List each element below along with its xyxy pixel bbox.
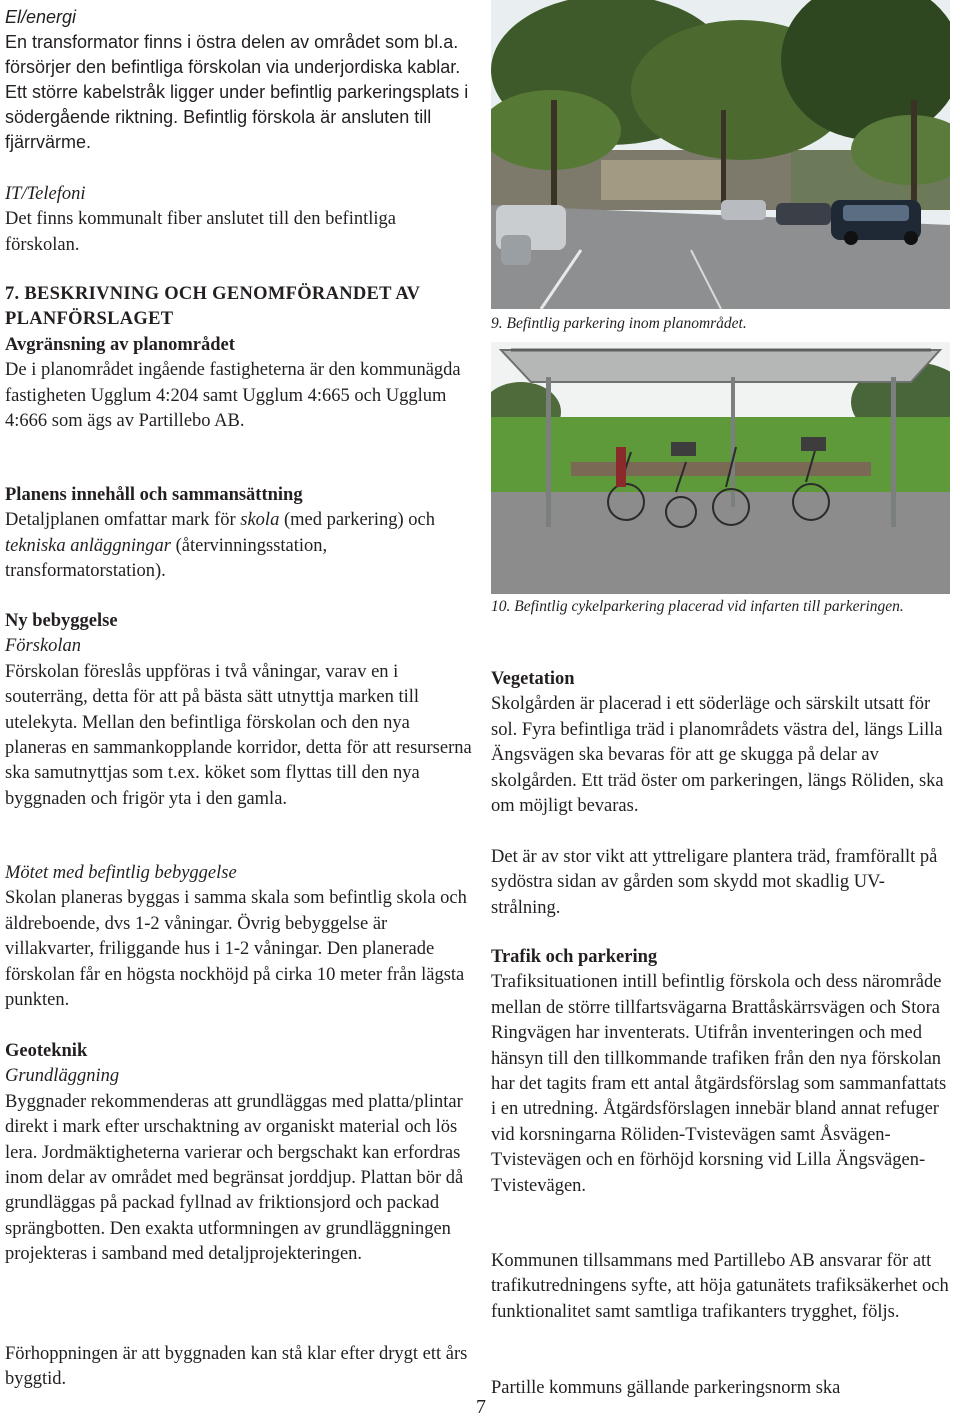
plan-text-tekniska: tekniska anläggningar <box>5 535 171 556</box>
plan-text-part-1: Detaljplanen omfattar mark för <box>5 510 241 531</box>
ny-bebyggelse-section <box>5 609 475 812</box>
el-energi-section <box>5 5 475 155</box>
caption-10: 10. Befintlig cykelparkering placerad vid infarten till parkeringen. <box>491 598 904 615</box>
plan-text-part-2: (med parkering) och <box>279 510 435 531</box>
parking-photo-image <box>491 0 950 309</box>
avgransning-heading: Avgränsning av planområdet <box>5 334 235 355</box>
grundlaggning-subheading: Grundläggning <box>5 1066 120 1087</box>
parking-photo <box>491 0 950 309</box>
avgransning-text: De i planområdet ingående fastigheterna är den kommunägda fastigheten Ugglum 4:204 samt Ugglum 4:665 och Ugglum 4:666 som ägs av Partillebo AB. <box>5 360 461 432</box>
page-number: 7 <box>476 1396 486 1418</box>
trafik-text: Trafiksituationen intill befintlig förskola och dess närområde mellan de större tillfartsvägarna Brattåskärrsvägen och Stora Ringvägen har inventerats. Utifrån inventeringen och med hänsyn till den tillkommande trafiken från den nya förskolan har det tagits fram ett antal åtgärdsförslag som sammanfattats i en utredning. Åtgärdsförslagen innebär bland annat refuger vid korsningarna Röliden-Tvistevägen samt Åsvägen-Tvistevägen och en förhöjd korsning vid Lilla Ängsvägen-Tvistevägen. <box>491 972 947 1196</box>
ny-bebyggelse-heading: Ny bebyggelse <box>5 611 118 631</box>
kommun-text: Kommunen tillsammans med Partillebo AB ansvarar för att trafikutredningens syfte, att höja gatunätets trafiksäkerhet och funktionalitet samt samtliga trafikanters trygghet, följs. <box>491 1251 949 1322</box>
bike-shelter-image <box>491 342 950 594</box>
forhoppning-paragraph <box>5 1342 475 1393</box>
trafik-section <box>491 945 951 1199</box>
it-telefoni-section <box>5 182 475 258</box>
bike-shelter-photo <box>491 342 950 594</box>
el-energi-heading: El/energi <box>5 7 77 27</box>
planens-innehall-heading: Planens innehåll och sammansättning <box>5 485 303 505</box>
vegetation-heading: Vegetation <box>491 669 575 689</box>
geoteknik-section <box>5 1039 475 1268</box>
partille-text: Partille kommuns gällande parkeringsnorm ska <box>491 1378 841 1398</box>
vegetation-paragraph-2 <box>491 845 951 921</box>
forskolan-text: Förskolan föreslås uppföras i två våningar, varav en i souterräng, detta för att på bästa sätt utnyttja marken till utelekyta. Mellan den befintliga förskolan och den nya planeras en sammankopplande korridor, detta för att resurserna ska samutnyttjas som t.ex. köket som flyttas till den nya byggnaden och frigör yta i den gamla. <box>5 661 472 809</box>
vegetation-text-2: Det är av stor vikt att yttreligare plantera träd, framförallt på sydöstra sidan av gården som skydd mot skadlig UV-strålning. <box>491 847 938 918</box>
it-telefoni-heading: IT/Telefoni <box>5 184 86 204</box>
geoteknik-heading: Geoteknik <box>5 1041 88 1061</box>
trafik-heading: Trafik och parkering <box>491 947 658 967</box>
section-7 <box>5 282 475 434</box>
motet-text: Skolan planeras byggas i samma skala som befintlig skola och äldreboende, dvs 1-2 våningar. Övrig bebyggelse är villakvarter, friliggande hus i 1-2 våningar. Den planerade förskolan får en högsta nockhöjd på cirka 10 meter från lägsta punkten. <box>5 888 467 1011</box>
forhoppning-text: Förhoppningen är att byggnaden kan stå klar efter drygt ett års byggtid. <box>5 1344 468 1390</box>
planens-innehall-section <box>5 483 475 585</box>
section-heading: 7. BESKRIVNING OCH GENOMFÖRANDET AV PLANFÖRSLAGET <box>5 284 420 330</box>
motet-subheading: Mötet med befintlig bebyggelse <box>5 863 237 883</box>
plan-text-part-3: (återvinningsstation, transformatorstation). <box>5 535 328 582</box>
it-telefoni-text: Det finns kommunalt fiber anslutet till den befintliga förskolan. <box>5 209 396 255</box>
partille-paragraph <box>491 1376 951 1401</box>
forskolan-subheading: Förskolan <box>5 636 82 657</box>
kommun-paragraph <box>491 1249 951 1325</box>
planens-innehall-text <box>5 508 475 584</box>
plan-text-skola: skola <box>240 510 280 531</box>
vegetation-text: Skolgården är placerad i ett söderläge och särskilt utsatt för sol. Fyra befintliga träd i planområdets västra del, längs Lilla Ängsvägen ska bevaras för att ge skugga på delar av skolgården. Ett träd öster om parkeringen, längs Röliden, ska om möjligt bevaras. <box>491 694 944 817</box>
motet-section <box>5 861 475 1013</box>
caption-9: 9. Befintlig parkering inom planområdet. <box>491 315 747 332</box>
grundlaggning-text: Byggnader rekommenderas att grundläggas med platta/plintar direkt i mark efter urschaktning av organiskt material och lös lera. Jordmäktigheterna varierar och bergschakt kan erfordras inom delar av området med begränsat jorddjup. Plattan bör då grundläggas på packad fyllnad av friktionsjord och packad sprängbotten. Den exakta utformningen av grundläggningen projekteras i samband med detaljprojekteringen. <box>5 1091 464 1265</box>
vegetation-section <box>491 667 951 819</box>
el-energi-text: En transformator finns i östra delen av området som bl.a. försörjer den befintliga förskolan via underjordiska kablar. Ett större kabelstråk ligger under befintlig parkeringsplats i södergående riktning. Befintlig förskola är ansluten till fjärrvärme. <box>5 32 469 152</box>
